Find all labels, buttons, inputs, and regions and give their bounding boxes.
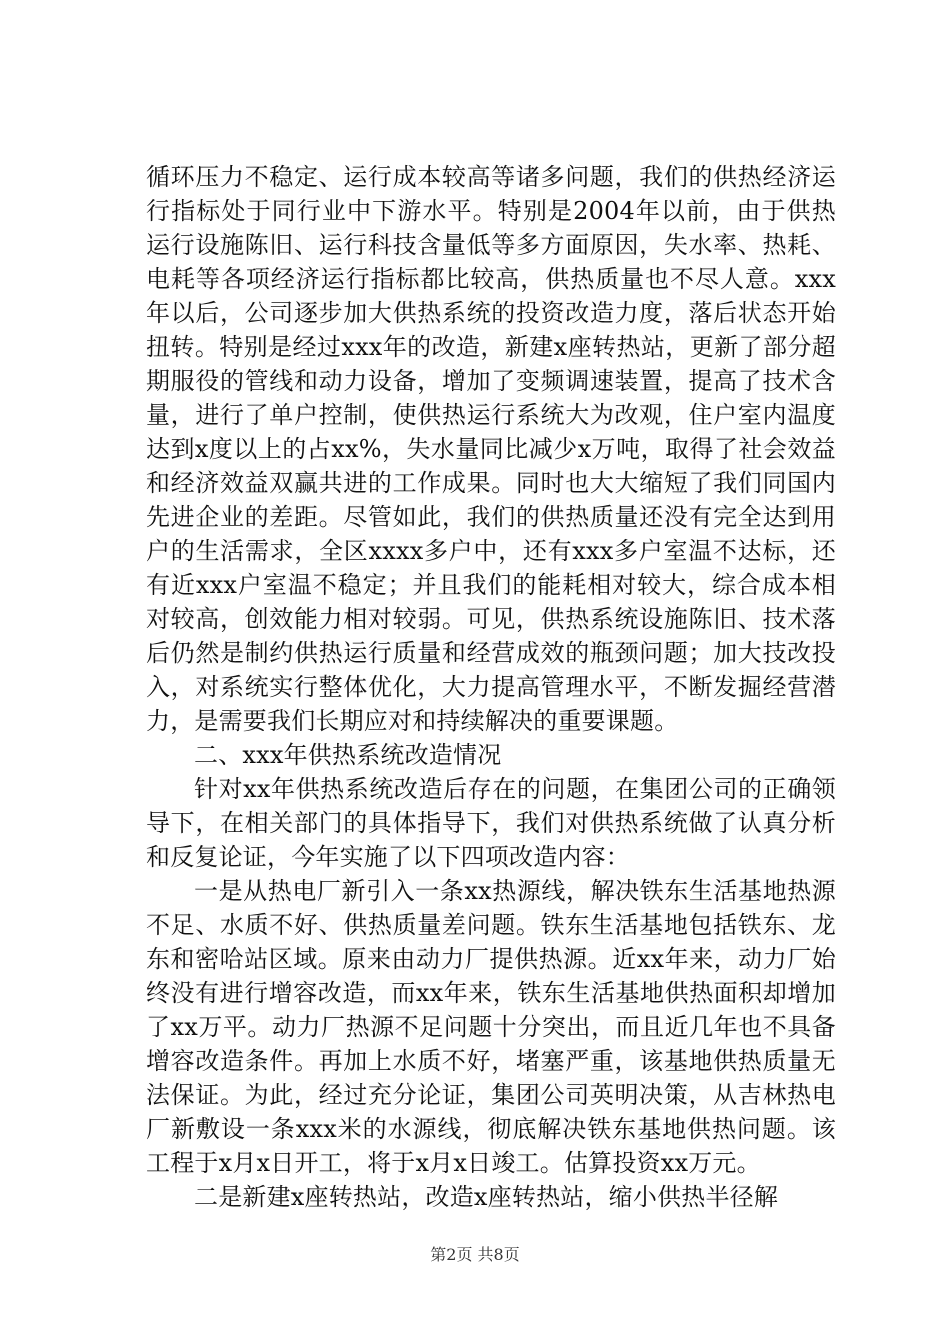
- paragraph-operating-status: 循环压力不稳定、运行成本较高等诸多问题，我们的供热经济运行指标处于同行业中下游水平。特别是2004年以前，由于供热运行设施陈旧、运行科技含量低等多方面原因，失水率、热耗、电耗等各项经济运行指标都比较高，供热质量也不尽人意。xxx年以后，公司逐步加大供热系统的投资改造力度，落后状态开始扭转。特别是经过xxx年的改造，新建x座转热站，更新了部分超期服役的管线和动力设备，增加了变频调速装置，提高了技术含量，进行了单户控制，使供热运行系统大为改观，住户室内温度达到x度以上的占xx%，失水量同比减少x万吨，取得了社会效益和经济效益双赢共进的工作成果。同时也大大缩短了我们同国内先进企业的差距。尽管如此，我们的供热质量还没有完全达到用户的生活需求，全区xxxx多户中，还有xxx多户室温不达标，还有近xxx户室温不稳定；并且我们的能耗相对较大，综合成本相对较高，创效能力相对较弱。可见，供热系统设施陈旧、技术落后仍然是制约供热运行质量和经营成效的瓶颈问题；加大技改投入，对系统实行整体优化，大力提高管理水平，不断发掘经营潜力，是需要我们长期应对和持续解决的重要课题。: [146, 163, 836, 735]
- document-body: [146, 160, 836, 1214]
- paragraph-renovation-intro: 针对xx年供热系统改造后存在的问题，在集团公司的正确领导下，在相关部门的具体指导下，我们对供热系统做了认真分析和反复论证，今年实施了以下四项改造内容：: [146, 775, 836, 871]
- paragraph-item-two: 二是新建x座转热站，改造x座转热站，缩小供热半径解: [194, 1183, 779, 1211]
- paragraph-item-one: 一是从热电厂新引入一条xx热源线，解决铁东生活基地热源不足、水质不好、供热质量差问题。铁东生活基地包括铁东、龙东和密哈站区域。原来由动力厂提供热源。近xx年来，动力厂始终没有进行增容改造，而xx年来，铁东生活基地供热面积却增加了xx万平。动力厂热源不足问题十分突出，而且近几年也不具备增容改造条件。再加上水质不好，堵塞严重，该基地供热质量无法保证。为此，经过充分论证，集团公司英明决策，从吉林热电厂新敷设一条xxx米的水源线，彻底解决铁东基地供热问题。该工程于x月x日开工，将于x月x日竣工。估算投资xx万元。: [146, 877, 836, 1177]
- section-heading-renovation: 二、xxx年供热系统改造情况: [194, 741, 502, 769]
- page-number-footer: 第2页 共8页: [430, 1245, 520, 1264]
